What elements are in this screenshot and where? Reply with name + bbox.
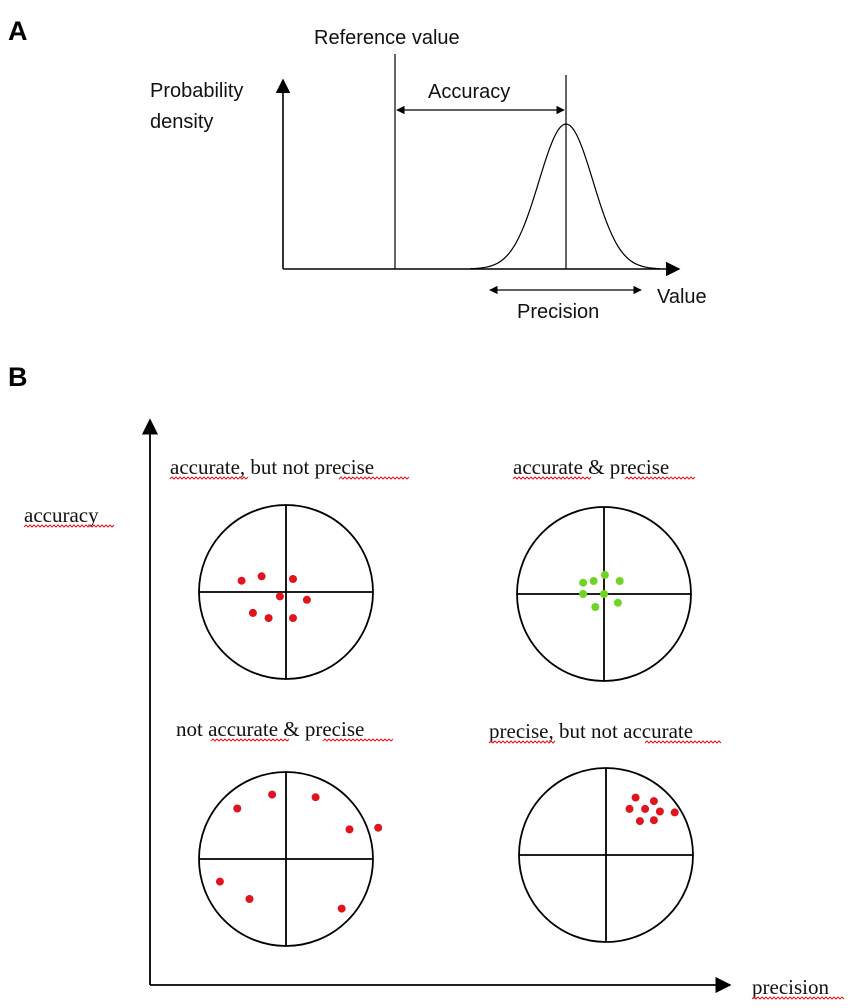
- target-hit-dot: [246, 895, 254, 903]
- target-hit-dot: [346, 825, 354, 833]
- target-label-accurate-precise: accurate & precise: [513, 455, 670, 479]
- target-hit-dot: [600, 590, 608, 598]
- target-hit-dot: [268, 791, 276, 799]
- target-hit-dot: [671, 808, 679, 816]
- target-hit-dot: [233, 805, 241, 813]
- target-hit-dot: [258, 572, 266, 580]
- panel-a-y-axis-label-line1: Probability: [150, 80, 244, 102]
- panel-a-y-axis-label-line2: density: [150, 111, 214, 133]
- target-hit-dot: [249, 609, 257, 617]
- panel-a-x-axis-label: Value: [657, 286, 707, 308]
- target-label-precise-not-accurate: precise, but not accurate: [489, 719, 694, 743]
- target-hit-dot: [289, 614, 297, 622]
- target-hit-dot: [312, 793, 320, 801]
- target-hit-dot: [579, 590, 587, 598]
- target-hit-dot: [238, 577, 246, 585]
- target-hit-dot: [590, 577, 598, 585]
- target-hit-dot: [650, 816, 658, 824]
- target-hit-dot: [303, 596, 311, 604]
- target-hit-dot: [656, 808, 664, 816]
- panel-b: [8, 362, 844, 999]
- target-hit-dot: [265, 614, 273, 622]
- target-accurate-not-precise: [199, 505, 373, 679]
- target-hit-dot: [374, 824, 382, 832]
- target-not-accurate-precise: [199, 772, 382, 946]
- panel-b-y-axis-label: accuracy: [24, 503, 99, 527]
- target-precise-not-accurate: [519, 768, 693, 942]
- target-accurate-precise: [517, 507, 691, 681]
- target-label-not-accurate-precise: not accurate & precise: [176, 717, 365, 741]
- probability-density-curve: [470, 124, 660, 269]
- target-hit-dot: [632, 794, 640, 802]
- target-hit-dot: [216, 878, 224, 886]
- target-hit-dot: [616, 577, 624, 585]
- target-hit-dot: [641, 805, 649, 813]
- target-hit-dot: [626, 805, 634, 813]
- target-hit-dot: [614, 599, 622, 607]
- accuracy-label: Accuracy: [428, 81, 511, 103]
- target-hit-dot: [650, 797, 658, 805]
- target-hit-dot: [579, 579, 587, 587]
- target-label-accurate-not-precise: accurate, but not precise: [170, 455, 375, 479]
- target-hit-dot: [338, 905, 346, 913]
- target-hit-dot: [276, 592, 284, 600]
- panel-b-x-axis-label: precision: [752, 975, 829, 999]
- target-hit-dot: [591, 603, 599, 611]
- target-hit-dot: [636, 817, 644, 825]
- precision-label: Precision: [517, 301, 600, 323]
- panel-b-letter: B: [8, 362, 28, 392]
- panel-a-letter: A: [8, 16, 28, 46]
- panel-a: [8, 16, 707, 323]
- target-hit-dot: [289, 575, 297, 583]
- reference-value-label: Reference value: [314, 27, 460, 49]
- target-hit-dot: [601, 571, 609, 579]
